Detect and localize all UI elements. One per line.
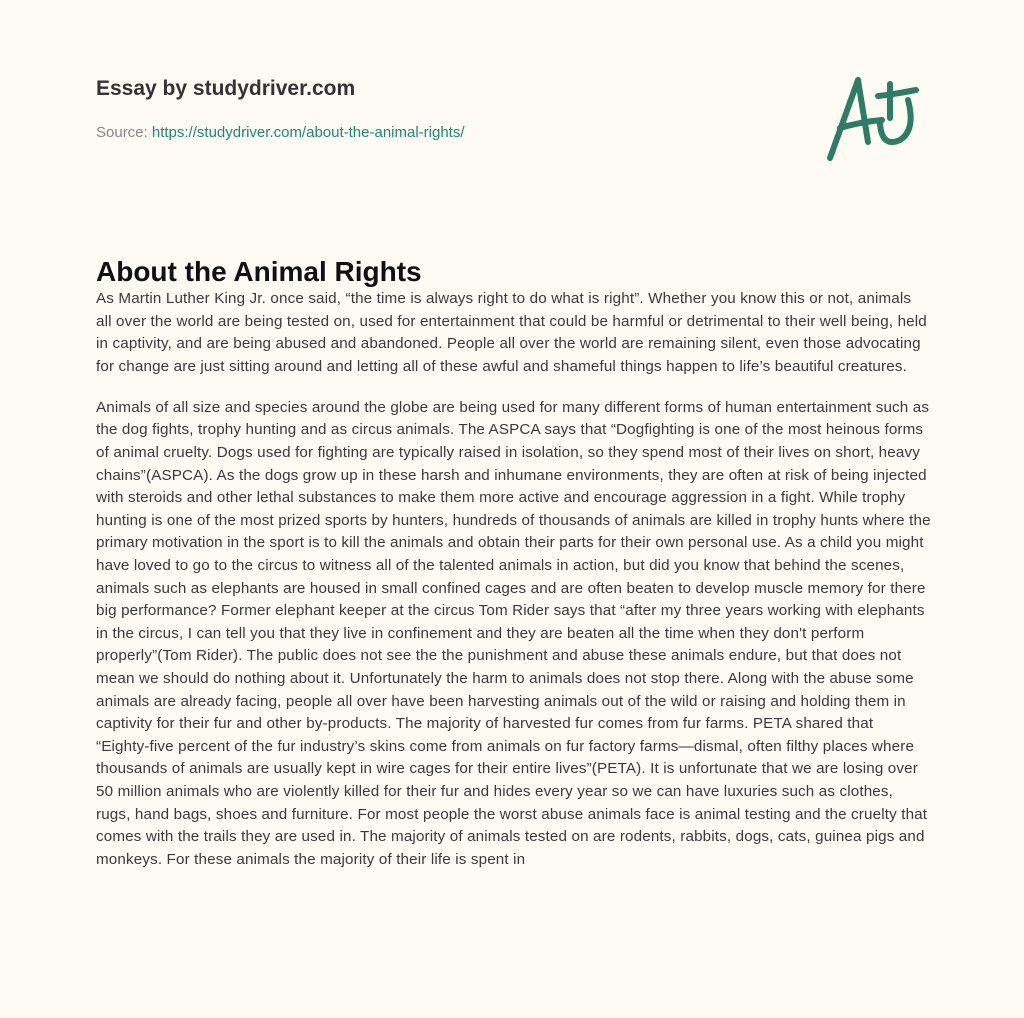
paragraph: As Martin Luther King Jr. once said, “the time is always right to do what is right”. Whether you know this or not, animals all over the world are being tested on, used for entertainment that could be harmful or detrimental to their well being, held in captivity, and are being abused and abandoned. People all over the world are remaining silent, even those advocating for change are just sitting around and letting all of these awful and shameful things happen to life’s beautiful creatures. [96,290,927,375]
source-line [96,124,465,141]
a-plus-logo-icon [820,70,930,170]
brand-title: Essay by studydriver.com [96,77,356,100]
article-title: About the Animal Rights [96,256,422,287]
source-link[interactable]: https://studydriver.com/about-the-animal-rights/ [151,124,465,141]
paragraph: Animals of all size and species around the globe are being used for many different forms of human entertainment such as the dog fights, trophy hunting and as circus animals. The ASPCA says that “Dogfighting is one of the most heinous forms of animal cruelty. Dogs used for fighting are typically raised in isolation, so they spend most of their lives on short, heavy chains”(ASPCA). As the dogs grow up in these harsh and inhumane environments, they are often at risk of being injected with steroids and other lethal substances to make them more active and encourage aggression in a fight. While trophy hunting is one of the most prized sports by hunters, hundreds of thousands of animals are killed in trophy hunts where the primary motivation in the sport is to kill the animals and obtain their parts for their own personal use. As a child you might have loved to go to the circus to witness all of the talented animals in action, but did you know that behind the scenes, animals such as elephants are housed in small confined cages and are often beaten to develop muscle memory for there big performance? Former elephant keeper at the circus Tom Rider says that “after my three years working with elephants in the circus, I can tell you that they live in confinement and they are beaten all the time when they don't perform properly”(Tom Rider). The public does not see the the punishment and abuse these animals endure, but that does not mean we should do nothing about it. Unfortunately the harm to animals does not stop there. Along with the abuse some animals are already facing, people all over have been harvesting animals out of the wild or raising and holding them in captivity for their fur and other by-products. The majority of harvested fur comes from fur farms. PETA shared that “Eighty-five percent of the fur industry’s skins come from animals on fur factory farms—dismal, often filthy places where thousands of animals are usually kept in wire cages for their entire lives”(PETA). It is unfortunate that we are losing over 50 million animals who are violently killed for their fur and hides every year so we can have luxuries such as clothes, rugs, hand bags, shoes and furniture. For most people the worst abuse animals face is animal testing and the cruelty that comes with the trails they are used in. The majority of animals tested on are rodents, rabbits, dogs, cats, guinea pigs and monkeys. For these animals the majority of their life is spent in [96,398,931,868]
source-label: Source: [96,124,148,141]
article-body [96,288,931,890]
